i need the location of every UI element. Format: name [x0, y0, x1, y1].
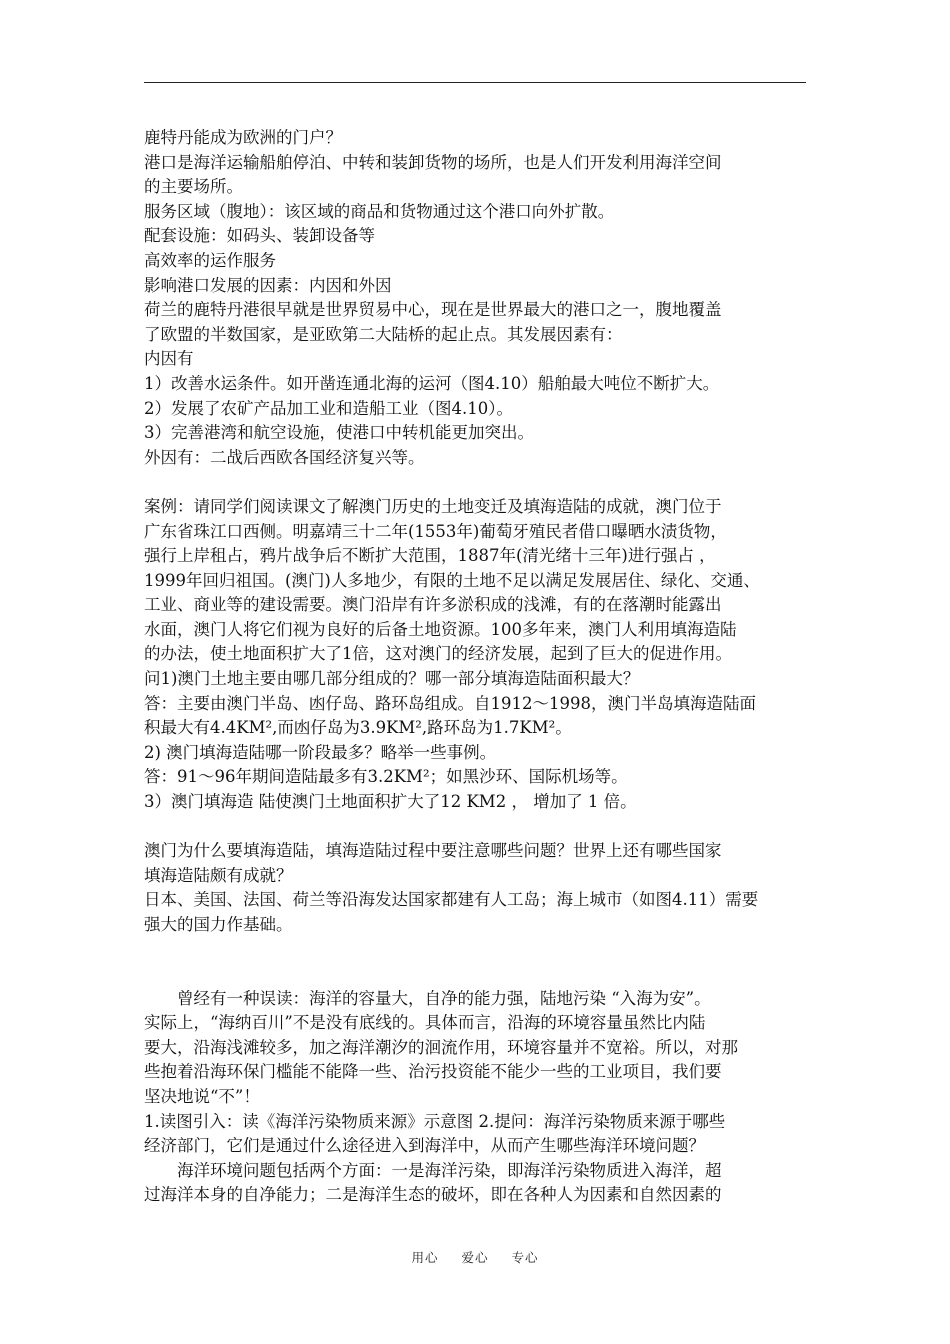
text-line: 坚决地说“不”！	[144, 1086, 260, 1106]
text-line: 荷兰的鹿特丹港很早就是世界贸易中心，现在是世界最大的港口之一，腹地覆盖	[144, 300, 722, 320]
text-line: 填海造陆颇有成就？	[144, 865, 293, 885]
text-line: 1.读图引入：读《海洋污染物质来源》示意图 2.提问：海洋污染物质来源于哪些	[144, 1111, 726, 1131]
text-line: 港口是海洋运输船舶停泊、中转和装卸货物的场所，也是人们开发利用海洋空间	[144, 152, 722, 172]
text-line: 3）澳门填海造 陆使澳门土地面积扩大了12 KM2 ， 增加了 1 倍。	[144, 792, 637, 812]
text-line: 内因有	[144, 349, 194, 369]
text-line: 积最大有4.4KM²,而凼仔岛为3.9KM²,路环岛为1.7KM²。	[144, 718, 572, 738]
text-line: 广东省珠江口西侧。明嘉靖三十二年(1553年)葡萄牙殖民者借口曝晒水渍货物，	[144, 521, 727, 541]
text-line: 强行上岸租占，鸦片战争后不断扩大范围，1887年(清光绪十三年)进行强占 ，	[144, 546, 716, 566]
text-line: 影响港口发展的因素：内因和外因	[144, 275, 392, 295]
text-line: 鹿特丹能成为欧洲的门户？	[144, 128, 342, 147]
text-line: 2）发展了农矿产品加工业和造船工业（图4.10）。	[144, 398, 513, 418]
text-line: 案例：请同学们阅读课文了解澳门历史的土地变迁及填海造陆的成就，澳门位于	[144, 496, 722, 516]
text-line: 些抱着沿海环保门槛能不能降一些、治污投资能不能少一些的工业项目，我们要	[144, 1062, 722, 1082]
text-line: 1）改善水运条件。如开凿连通北海的运河（图4.10）船舶最大吨位不断扩大。	[144, 373, 720, 393]
document-body	[144, 126, 814, 1208]
footer-word: 专心	[511, 1250, 539, 1265]
text-line: 2) 澳门填海造陆哪一阶段最多？略举一些事例。	[144, 742, 497, 762]
text-line: 外因有：二战后西欧各国经济复兴等。	[144, 447, 425, 467]
text-line: 配套设施：如码头、装卸设备等	[144, 226, 375, 246]
text-line: 经济部门，它们是通过什么途径进入到海洋中，从而产生哪些海洋环境问题？	[144, 1136, 705, 1156]
text-line: 实际上，“海纳百川”不是没有底线的。具体而言，沿海的环境容量虽然比内陆	[144, 1013, 706, 1033]
footer-word: 爱心	[461, 1250, 489, 1265]
text-line: 日本、美国、法国、荷兰等沿海发达国家都建有人工岛；海上城市（如图4.11）需要	[144, 890, 759, 910]
text-line: 海洋环境问题包括两个方面：一是海洋污染，即海洋污染物质进入海洋，超	[177, 1160, 722, 1180]
text-line: 强大的国力作基础。	[144, 915, 293, 934]
text-line: 问1)澳门土地主要由哪几部分组成的？哪一部分填海造陆面积最大？	[144, 669, 640, 689]
text-line: 水面，澳门人将它们视为良好的后备土地资源。100多年来，澳门人利用填海造陆	[144, 619, 737, 639]
text-line: 曾经有一种误读：海洋的容量大，自净的能力强，陆地污染 “入海为安”。	[177, 988, 711, 1008]
text-line: 的办法，使土地面积扩大了1倍，这对澳门的经济发展，起到了巨大的促进作用。	[144, 644, 732, 664]
footer-word: 用心	[411, 1250, 439, 1265]
page-footer	[0, 1248, 950, 1266]
text-line: 了欧盟的半数国家，是亚欧第二大陆桥的起止点。其发展因素有：	[144, 324, 623, 344]
text-line: 要大，沿海浅滩较多，加之海洋潮汐的洄流作用，环境容量并不宽裕。所以，对那	[144, 1037, 738, 1057]
text-line: 的主要场所。	[144, 177, 243, 197]
text-line: 答：主要由澳门半岛、凼仔岛、路环岛组成。自1912～1998，澳门半岛填海造陆面	[144, 693, 756, 713]
text-line: 澳门为什么要填海造陆，填海造陆过程中要注意哪些问题？世界上还有哪些国家	[144, 841, 722, 861]
text-line: 答：91～96年期间造陆最多有3.2KM²；如黑沙环、国际机场等。	[144, 767, 628, 787]
text-line: 服务区域（腹地）：该区域的商品和货物通过这个港口向外扩散。	[144, 201, 615, 221]
text-line: 工业、商业等的建设需要。澳门沿岸有许多淤积成的浅滩，有的在落潮时能露出	[144, 595, 722, 615]
text-line: 过海洋本身的自净能力；二是海洋生态的破坏，即在各种人为因素和自然因素的	[144, 1185, 722, 1205]
text-line: 高效率的运作服务	[144, 250, 276, 270]
text-line: 3）完善港湾和航空设施，使港口中转机能更加突出。	[144, 423, 534, 443]
text-line: 1999年回归祖国。(澳门)人多地少，有限的土地不足以满足发展居住、绿化、交通、	[144, 570, 760, 590]
header-rule	[144, 82, 806, 83]
